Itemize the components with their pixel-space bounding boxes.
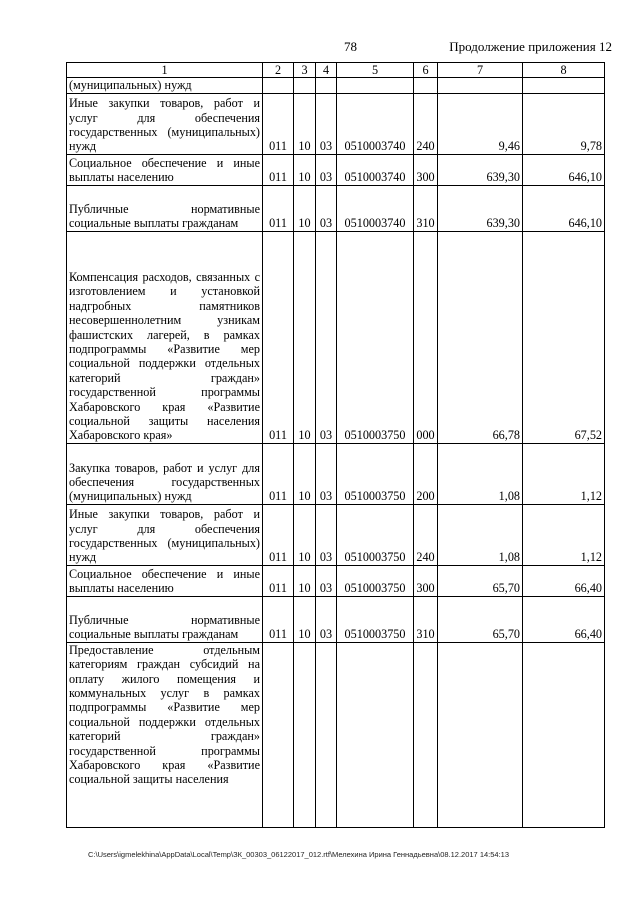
amount-cell-col8 — [523, 642, 605, 827]
page-number: 78 — [344, 39, 357, 54]
amount-cell-col7: 66,78 — [438, 231, 523, 443]
file-path-footer: C:\Users\igmelekhina\AppData\Local\Temp\ЗК_00303_06122017_012.rtf\Мелехина Ирина Геннадьевна\08.12.2017 14:54:13 — [88, 850, 510, 859]
code-cell-col3 — [294, 642, 316, 827]
page-caption: Продолжение приложения 12 — [449, 39, 612, 54]
code-cell-col5: 0510003750 — [337, 565, 414, 596]
amount-cell-col8 — [523, 78, 605, 93]
amount-cell-col7: 639,30 — [438, 154, 523, 185]
code-cell-col2: 011 — [263, 93, 294, 154]
code-cell-col5: 0510003740 — [337, 185, 414, 231]
amount-cell-col8: 646,10 — [523, 154, 605, 185]
code-cell-col3: 10 — [294, 231, 316, 443]
row-name-cell: Иные закупки товаров, работ и услуг для обеспечения государственных (муниципальных) нужд — [67, 93, 263, 154]
row-name-cell: Предоставление отдельным категориям граждан субсидий на оплату жилого помещения и коммунальных услуг в рамках подпрограммы «Развитие мер социальной поддержки отдельных категорий граждан» государственной программы Хабаровского края «Развитие социальной защиты населения — [67, 642, 263, 827]
code-cell-col2: 011 — [263, 565, 294, 596]
row-name-cell: Иные закупки товаров, работ и услуг для обеспечения государственных (муниципальных) нужд — [67, 504, 263, 565]
amount-cell-col7: 1,08 — [438, 504, 523, 565]
amount-cell-col7 — [438, 78, 523, 93]
row-name-cell: Публичные нормативные социальные выплаты гражданам — [67, 596, 263, 642]
column-header: 2 — [263, 63, 294, 78]
table-header-row — [67, 63, 605, 78]
code-cell-col2 — [263, 78, 294, 93]
amount-cell-col7: 9,46 — [438, 93, 523, 154]
code-cell-col5: 0510003750 — [337, 504, 414, 565]
row-name-cell: Закупка товаров, работ и услуг для обеспечения государственных (муниципальных) нужд — [67, 443, 263, 504]
table-row — [67, 565, 605, 596]
code-cell-col3: 10 — [294, 93, 316, 154]
code-cell-col2: 011 — [263, 154, 294, 185]
row-name-cell: Публичные нормативные социальные выплаты гражданам — [67, 185, 263, 231]
amount-cell-col7: 1,08 — [438, 443, 523, 504]
code-cell-col2 — [263, 642, 294, 827]
row-name-cell: Социальное обеспечение и иные выплаты населению — [67, 565, 263, 596]
code-cell-col6: 240 — [414, 93, 438, 154]
column-header: 8 — [523, 63, 605, 78]
column-header: 6 — [414, 63, 438, 78]
code-cell-col6: 000 — [414, 231, 438, 443]
code-cell-col5: 0510003740 — [337, 93, 414, 154]
column-header: 1 — [67, 63, 263, 78]
code-cell-col3: 10 — [294, 565, 316, 596]
table-row — [67, 642, 605, 827]
code-cell-col5: 0510003750 — [337, 596, 414, 642]
table-row — [67, 185, 605, 231]
table-row — [67, 443, 605, 504]
column-header: 7 — [438, 63, 523, 78]
code-cell-col6: 200 — [414, 443, 438, 504]
code-cell-col2: 011 — [263, 185, 294, 231]
code-cell-col5: 0510003750 — [337, 443, 414, 504]
code-cell-col6: 300 — [414, 565, 438, 596]
table-row — [67, 231, 605, 443]
amount-cell-col7: 65,70 — [438, 565, 523, 596]
code-cell-col5: 0510003750 — [337, 231, 414, 443]
table-row — [67, 78, 605, 93]
table-row — [67, 93, 605, 154]
code-cell-col3: 10 — [294, 596, 316, 642]
amount-cell-col8: 67,52 — [523, 231, 605, 443]
code-cell-col6: 310 — [414, 185, 438, 231]
code-cell-col2: 011 — [263, 231, 294, 443]
code-cell-col4: 03 — [316, 154, 337, 185]
amount-cell-col8: 9,78 — [523, 93, 605, 154]
code-cell-col5 — [337, 642, 414, 827]
code-cell-col4: 03 — [316, 93, 337, 154]
code-cell-col4: 03 — [316, 185, 337, 231]
table-row — [67, 504, 605, 565]
code-cell-col4: 03 — [316, 596, 337, 642]
code-cell-col3: 10 — [294, 154, 316, 185]
column-header: 4 — [316, 63, 337, 78]
table-row — [67, 596, 605, 642]
code-cell-col5 — [337, 78, 414, 93]
code-cell-col3: 10 — [294, 185, 316, 231]
code-cell-col3: 10 — [294, 443, 316, 504]
amount-cell-col7: 65,70 — [438, 596, 523, 642]
code-cell-col2: 011 — [263, 596, 294, 642]
code-cell-col4: 03 — [316, 565, 337, 596]
code-cell-col2: 011 — [263, 504, 294, 565]
column-header: 3 — [294, 63, 316, 78]
code-cell-col4: 03 — [316, 504, 337, 565]
code-cell-col6: 310 — [414, 596, 438, 642]
code-cell-col6 — [414, 78, 438, 93]
code-cell-col4 — [316, 78, 337, 93]
row-name-cell: (муниципальных) нужд — [67, 78, 263, 93]
code-cell-col4: 03 — [316, 443, 337, 504]
budget-table — [66, 62, 605, 828]
column-header: 5 — [337, 63, 414, 78]
table-row — [67, 154, 605, 185]
code-cell-col2: 011 — [263, 443, 294, 504]
amount-cell-col8: 66,40 — [523, 565, 605, 596]
amount-cell-col8: 646,10 — [523, 185, 605, 231]
amount-cell-col8: 1,12 — [523, 504, 605, 565]
code-cell-col3: 10 — [294, 504, 316, 565]
row-name-cell: Компенсация расходов, связанных с изготовлением и установкой надгробных памятников несовершеннолетним узникам фашистских лагерей, в рамках подпрограммы «Развитие мер социальной поддержки отдельных категорий граждан» государственной программы Хабаровского края «Развитие социальной защиты населения Хабаровского края» — [67, 231, 263, 443]
code-cell-col6: 240 — [414, 504, 438, 565]
row-name-cell: Социальное обеспечение и иные выплаты населению — [67, 154, 263, 185]
amount-cell-col8: 66,40 — [523, 596, 605, 642]
code-cell-col4: 03 — [316, 231, 337, 443]
code-cell-col6: 300 — [414, 154, 438, 185]
code-cell-col3 — [294, 78, 316, 93]
code-cell-col6 — [414, 642, 438, 827]
code-cell-col5: 0510003740 — [337, 154, 414, 185]
amount-cell-col7 — [438, 642, 523, 827]
amount-cell-col7: 639,30 — [438, 185, 523, 231]
code-cell-col4 — [316, 642, 337, 827]
amount-cell-col8: 1,12 — [523, 443, 605, 504]
